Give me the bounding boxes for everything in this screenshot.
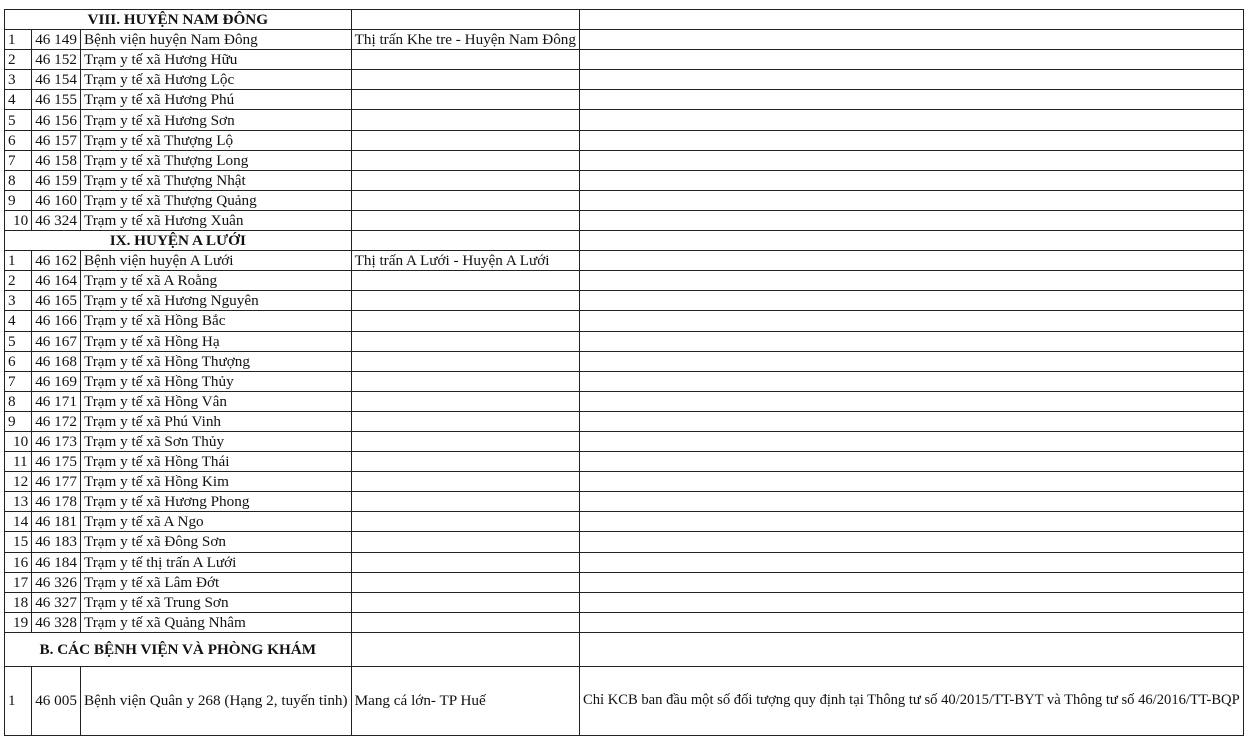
facility-name: Trạm y tế xã Hương Nguyên <box>80 291 351 311</box>
facility-name: Trạm y tế xã Hương Sơn <box>80 110 351 130</box>
row-number: 10 <box>5 210 32 230</box>
section-header-row <box>5 231 1244 251</box>
table-row <box>5 411 1244 431</box>
facility-code: 46 183 <box>32 532 81 552</box>
facility-code: 46 326 <box>32 572 81 592</box>
facility-address <box>351 130 579 150</box>
facility-address <box>351 552 579 572</box>
facility-name: Trạm y tế xã Hồng Thượng <box>80 351 351 371</box>
table-row <box>5 90 1244 110</box>
facility-name: Bệnh viện huyện Nam Đông <box>80 30 351 50</box>
row-number: 19 <box>5 612 32 632</box>
facility-address <box>351 391 579 411</box>
table-row <box>5 612 1244 632</box>
facility-address <box>351 271 579 291</box>
section-title: VIII. HUYỆN NAM ĐÔNG <box>5 10 352 30</box>
facility-note <box>580 552 1244 572</box>
facility-address <box>351 331 579 351</box>
facility-name: Trạm y tế xã Thượng Long <box>80 150 351 170</box>
row-number: 3 <box>5 70 32 90</box>
empty-cell <box>351 231 579 251</box>
facility-code: 46 156 <box>32 110 81 130</box>
facility-name: Trạm y tế xã Lâm Đớt <box>80 572 351 592</box>
facility-note <box>580 452 1244 472</box>
facility-name: Bệnh viện huyện A Lưới <box>80 251 351 271</box>
facility-name: Trạm y tế xã Sơn Thủy <box>80 431 351 451</box>
row-number: 6 <box>5 130 32 150</box>
table-row <box>5 331 1244 351</box>
table-row <box>5 30 1244 50</box>
row-number: 2 <box>5 271 32 291</box>
facility-address <box>351 110 579 130</box>
row-number: 2 <box>5 50 32 70</box>
facility-code: 46 162 <box>32 251 81 271</box>
facility-note <box>580 70 1244 90</box>
facility-note <box>580 50 1244 70</box>
facility-note <box>580 391 1244 411</box>
row-number: 16 <box>5 552 32 572</box>
facility-note <box>580 532 1244 552</box>
row-number: 8 <box>5 391 32 411</box>
empty-cell <box>351 632 579 666</box>
facility-code: 46 175 <box>32 452 81 472</box>
row-number: 4 <box>5 90 32 110</box>
row-number: 4 <box>5 311 32 331</box>
facility-table-body <box>5 10 1244 736</box>
facility-code: 46 173 <box>32 431 81 451</box>
facility-note <box>580 371 1244 391</box>
facility-code: 46 159 <box>32 170 81 190</box>
table-row <box>5 130 1244 150</box>
row-number: 11 <box>5 452 32 472</box>
table-row <box>5 251 1244 271</box>
facility-code: 46 005 <box>32 666 81 735</box>
facility-name: Trạm y tế xã Hồng Thủy <box>80 371 351 391</box>
table-row <box>5 431 1244 451</box>
facility-address <box>351 170 579 190</box>
facility-name: Trạm y tế xã Hương Phong <box>80 492 351 512</box>
table-row <box>5 110 1244 130</box>
row-number: 1 <box>5 251 32 271</box>
row-number: 7 <box>5 371 32 391</box>
facility-address <box>351 431 579 451</box>
facility-note <box>580 572 1244 592</box>
facility-name: Trạm y tế xã Hương Hữu <box>80 50 351 70</box>
facility-code: 46 168 <box>32 351 81 371</box>
facility-note <box>580 431 1244 451</box>
row-number: 1 <box>5 30 32 50</box>
facility-note <box>580 351 1244 371</box>
facility-code: 46 164 <box>32 271 81 291</box>
facility-note <box>580 150 1244 170</box>
table-row <box>5 472 1244 492</box>
facility-name: Trạm y tế xã A Ngo <box>80 512 351 532</box>
facility-note <box>580 271 1244 291</box>
table-row <box>5 592 1244 612</box>
row-number: 15 <box>5 532 32 552</box>
facility-name: Trạm y tế xã A Roằng <box>80 271 351 291</box>
facility-note <box>580 251 1244 271</box>
section-header-row <box>5 10 1244 30</box>
empty-cell <box>580 10 1244 30</box>
facility-code: 46 166 <box>32 311 81 331</box>
table-row <box>5 311 1244 331</box>
facility-code: 46 154 <box>32 70 81 90</box>
facility-address <box>351 150 579 170</box>
facility-address <box>351 50 579 70</box>
table-row <box>5 210 1244 230</box>
facility-code: 46 178 <box>32 492 81 512</box>
facility-name: Trạm y tế xã Hương Phú <box>80 90 351 110</box>
facility-address <box>351 592 579 612</box>
row-number: 9 <box>5 411 32 431</box>
table-row <box>5 572 1244 592</box>
table-row <box>5 351 1244 371</box>
facility-note <box>580 130 1244 150</box>
facility-address <box>351 291 579 311</box>
facility-address <box>351 512 579 532</box>
table-row <box>5 512 1244 532</box>
facility-address <box>351 452 579 472</box>
facility-note <box>580 30 1244 50</box>
facility-note <box>580 110 1244 130</box>
facility-name: Trạm y tế xã Hương Lộc <box>80 70 351 90</box>
facility-note <box>580 90 1244 110</box>
facility-code: 46 165 <box>32 291 81 311</box>
facility-note <box>580 592 1244 612</box>
row-number: 18 <box>5 592 32 612</box>
row-number: 7 <box>5 150 32 170</box>
table-row <box>5 666 1244 735</box>
facility-note <box>580 612 1244 632</box>
facility-address <box>351 70 579 90</box>
empty-cell <box>580 231 1244 251</box>
row-number: 13 <box>5 492 32 512</box>
section-header-row <box>5 632 1244 666</box>
facility-code: 46 184 <box>32 552 81 572</box>
row-number: 5 <box>5 331 32 351</box>
facility-address <box>351 612 579 632</box>
row-number: 6 <box>5 351 32 371</box>
facility-note <box>580 411 1244 431</box>
facility-address <box>351 472 579 492</box>
table-row <box>5 271 1244 291</box>
row-number: 5 <box>5 110 32 130</box>
table-row <box>5 492 1244 512</box>
facility-name: Trạm y tế xã Hồng Kim <box>80 472 351 492</box>
table-row <box>5 291 1244 311</box>
facility-name: Trạm y tế thị trấn A Lưới <box>80 552 351 572</box>
facility-name: Trạm y tế xã Thượng Quảng <box>80 190 351 210</box>
facility-code: 46 177 <box>32 472 81 492</box>
table-row <box>5 552 1244 572</box>
facility-address <box>351 371 579 391</box>
row-number: 9 <box>5 190 32 210</box>
facility-address <box>351 190 579 210</box>
facility-code: 46 172 <box>32 411 81 431</box>
facility-name: Trạm y tế xã Đông Sơn <box>80 532 351 552</box>
facility-name: Trạm y tế xã Thượng Nhật <box>80 170 351 190</box>
facility-code: 46 149 <box>32 30 81 50</box>
facility-code: 46 328 <box>32 612 81 632</box>
facility-code: 46 181 <box>32 512 81 532</box>
row-number: 10 <box>5 431 32 451</box>
table-row <box>5 452 1244 472</box>
row-number: 12 <box>5 472 32 492</box>
facility-address: Thị trấn Khe tre - Huyện Nam Đông <box>351 30 579 50</box>
table-row <box>5 150 1244 170</box>
facility-name: Bệnh viện Quân y 268 (Hạng 2, tuyến tỉnh) <box>80 666 351 735</box>
facility-note <box>580 170 1244 190</box>
facility-address <box>351 411 579 431</box>
facility-note <box>580 311 1244 331</box>
facility-address <box>351 572 579 592</box>
facility-note <box>580 190 1244 210</box>
empty-cell <box>351 10 579 30</box>
facility-name: Trạm y tế xã Hồng Bắc <box>80 311 351 331</box>
facility-address: Thị trấn A Lưới - Huyện A Lưới <box>351 251 579 271</box>
facility-code: 46 157 <box>32 130 81 150</box>
facility-name: Trạm y tế xã Quảng Nhâm <box>80 612 351 632</box>
facility-address <box>351 90 579 110</box>
facility-address <box>351 492 579 512</box>
facility-code: 46 327 <box>32 592 81 612</box>
table-row <box>5 532 1244 552</box>
facility-address <box>351 210 579 230</box>
section-title: IX. HUYỆN A LƯỚI <box>5 231 352 251</box>
facility-code: 46 324 <box>32 210 81 230</box>
row-number: 14 <box>5 512 32 532</box>
table-row <box>5 50 1244 70</box>
facility-name: Trạm y tế xã Hương Xuân <box>80 210 351 230</box>
facility-note: Chỉ KCB ban đầu một số đối tượng quy định tại Thông tư số 40/2015/TT-BYT và Thông tư số 46/2016/TT-BQP <box>580 666 1244 735</box>
facility-name: Trạm y tế xã Hồng Hạ <box>80 331 351 351</box>
facility-note <box>580 472 1244 492</box>
facility-address: Mang cá lớn- TP Huế <box>351 666 579 735</box>
facility-address <box>351 351 579 371</box>
table-row <box>5 371 1244 391</box>
table-row <box>5 70 1244 90</box>
row-number: 3 <box>5 291 32 311</box>
table-row <box>5 190 1244 210</box>
facility-code: 46 171 <box>32 391 81 411</box>
facility-code: 46 158 <box>32 150 81 170</box>
facility-name: Trạm y tế xã Thượng Lộ <box>80 130 351 150</box>
table-row <box>5 391 1244 411</box>
facility-code: 46 167 <box>32 331 81 351</box>
section-title: B. CÁC BỆNH VIỆN VÀ PHÒNG KHÁM <box>5 632 352 666</box>
empty-cell <box>580 632 1244 666</box>
facility-name: Trạm y tế xã Trung Sơn <box>80 592 351 612</box>
facility-address <box>351 311 579 331</box>
facility-note <box>580 492 1244 512</box>
facility-note <box>580 210 1244 230</box>
facility-address <box>351 532 579 552</box>
facility-note <box>580 331 1244 351</box>
facility-note <box>580 291 1244 311</box>
table-row <box>5 170 1244 190</box>
facility-code: 46 169 <box>32 371 81 391</box>
facility-name: Trạm y tế xã Hồng Vân <box>80 391 351 411</box>
facility-note <box>580 512 1244 532</box>
facility-name: Trạm y tế xã Phú Vinh <box>80 411 351 431</box>
row-number: 17 <box>5 572 32 592</box>
row-number: 1 <box>5 666 32 735</box>
row-number: 8 <box>5 170 32 190</box>
facility-table <box>4 9 1244 736</box>
facility-code: 46 160 <box>32 190 81 210</box>
facility-name: Trạm y tế xã Hồng Thái <box>80 452 351 472</box>
facility-code: 46 155 <box>32 90 81 110</box>
facility-code: 46 152 <box>32 50 81 70</box>
